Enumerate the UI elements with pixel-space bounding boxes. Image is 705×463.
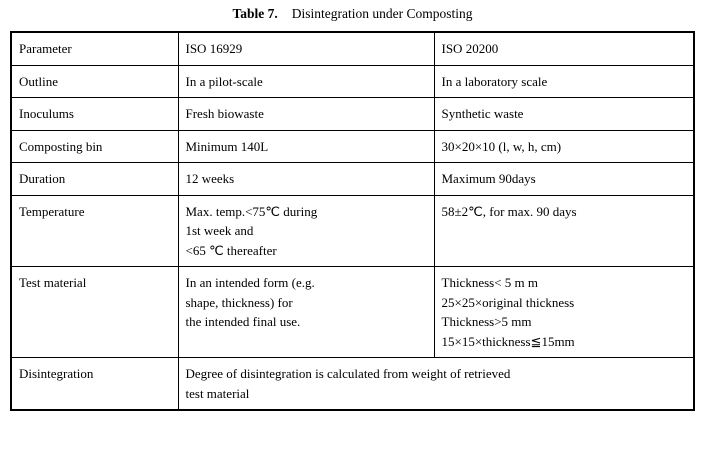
header-cell-parameter: Parameter xyxy=(11,32,178,65)
cell-parameter: Temperature xyxy=(11,195,178,267)
cell-iso20200: Synthetic waste xyxy=(434,98,694,131)
cell-iso16929: Max. temp.<75℃ during 1st week and <65 ℃ thereafter xyxy=(178,195,434,267)
header-cell-iso16929: ISO 16929 xyxy=(178,32,434,65)
table-row xyxy=(11,163,694,196)
cell-parameter: Composting bin xyxy=(11,130,178,163)
cell-parameter: Inoculums xyxy=(11,98,178,131)
cell-iso20200: 30×20×10 (l, w, h, cm) xyxy=(434,130,694,163)
cell-iso16929: Minimum 140L xyxy=(178,130,434,163)
cell-iso20200: 58±2℃, for max. 90 days xyxy=(434,195,694,267)
cell-iso16929: In a pilot-scale xyxy=(178,65,434,98)
disintegration-table xyxy=(10,31,695,411)
header-cell-iso20200: ISO 20200 xyxy=(434,32,694,65)
table-header-row xyxy=(11,32,694,65)
table-row xyxy=(11,65,694,98)
cell-iso16929: 12 weeks xyxy=(178,163,434,196)
caption-text: Disintegration under Composting xyxy=(291,6,473,21)
cell-iso20200: Thickness< 5 m m 25×25×original thickness Thickness>5 mm 15×15×thickness≦15mm xyxy=(434,267,694,358)
cell-iso20200: In a laboratory scale xyxy=(434,65,694,98)
cell-merged-description: Degree of disintegration is calculated from weight of retrieved test material xyxy=(178,358,694,411)
cell-iso16929: Fresh biowaste xyxy=(178,98,434,131)
table-caption xyxy=(0,0,705,31)
table-row xyxy=(11,130,694,163)
cell-iso20200: Maximum 90days xyxy=(434,163,694,196)
table-row-disintegration xyxy=(11,358,694,411)
cell-parameter: Test material xyxy=(11,267,178,358)
table-row xyxy=(11,267,694,358)
cell-iso16929: In an intended form (e.g. shape, thickness) for the intended final use. xyxy=(178,267,434,358)
cell-parameter: Duration xyxy=(11,163,178,196)
caption-label: Table 7. xyxy=(232,6,278,21)
table-row xyxy=(11,98,694,131)
cell-parameter: Disintegration xyxy=(11,358,178,411)
cell-parameter: Outline xyxy=(11,65,178,98)
table-row xyxy=(11,195,694,267)
